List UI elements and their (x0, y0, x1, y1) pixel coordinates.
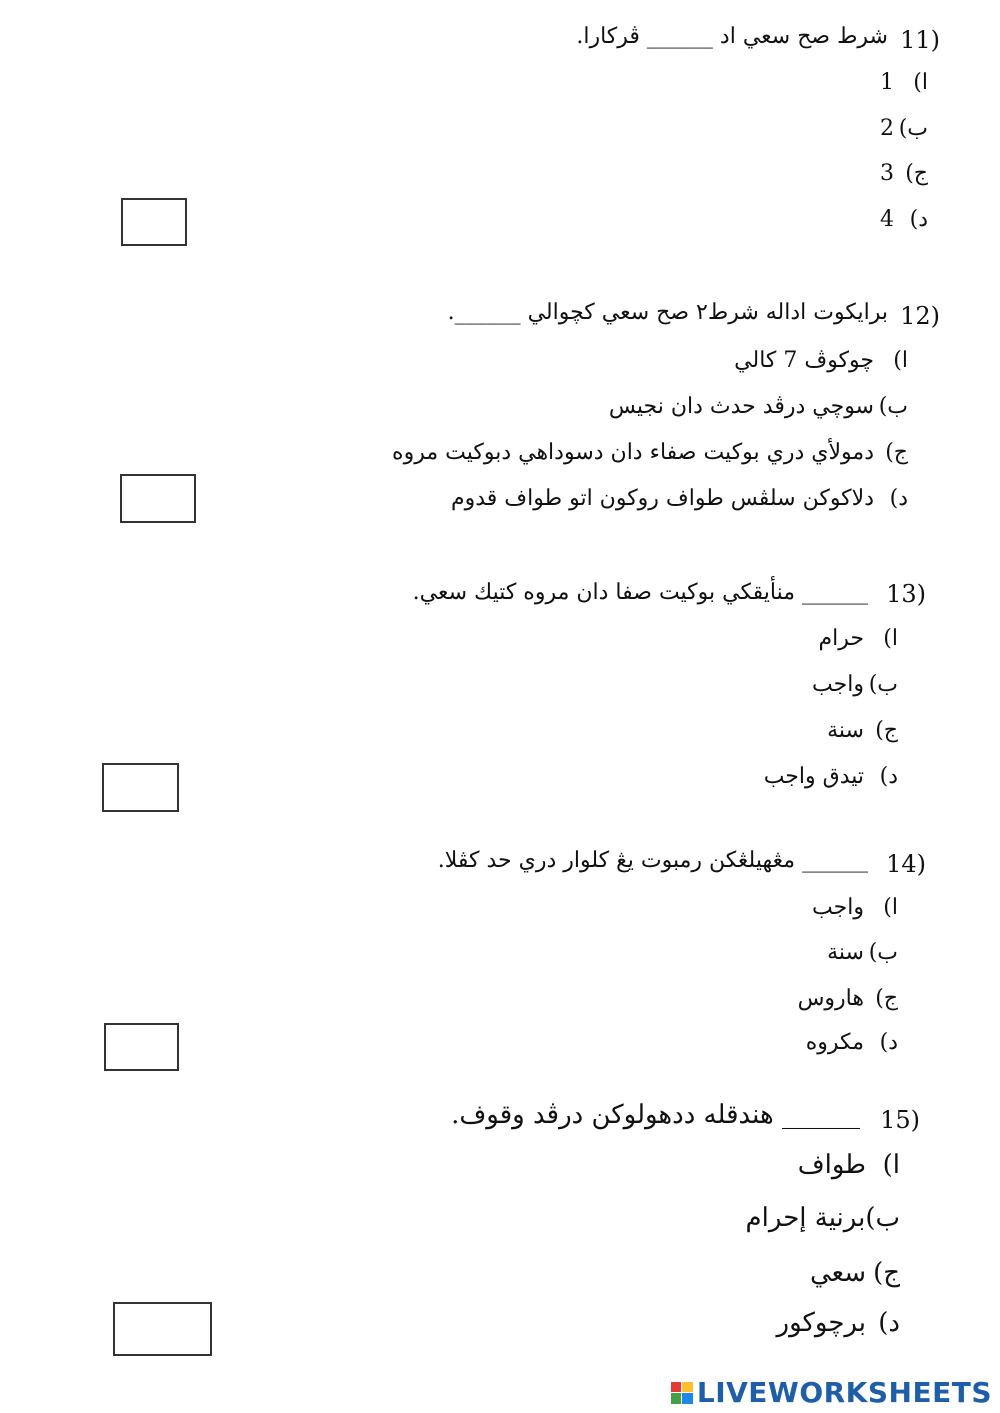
option-text: دلاكوكن سلڤس طواف روكون اتو طواف قدوم (451, 486, 874, 511)
option-letter: ا) (883, 895, 898, 920)
option-b (827, 940, 898, 965)
option-text: سعي (810, 1258, 866, 1288)
logo-square (682, 1382, 693, 1393)
option-c (798, 986, 898, 1011)
logo-square (671, 1393, 682, 1404)
option-text: سوچي درڤد حدث دان نجيس (608, 394, 874, 419)
option-text: تيدق واجب (763, 764, 864, 789)
option-text: سنة (827, 940, 864, 965)
option-letter: ج) (875, 718, 898, 743)
option-letter: د) (889, 486, 908, 511)
option-letter: ج) (885, 440, 908, 465)
answer-box[interactable] (113, 1302, 212, 1356)
option-letter: ا) (913, 70, 928, 95)
option-text: واجب (812, 895, 864, 920)
option-d (764, 764, 898, 789)
option-letter: ا) (893, 348, 908, 373)
question-text: ______ مڠهيلڠكن رمبوت يڠ كلوار دري حد كڤلا. (437, 848, 868, 873)
option-letter: ج) (905, 161, 928, 186)
option-a (812, 895, 898, 920)
answer-box[interactable] (120, 474, 196, 523)
option-b (880, 116, 928, 141)
logo-square (682, 1393, 693, 1404)
option-text: هاروس (797, 986, 864, 1011)
option-b (746, 1203, 900, 1233)
option-letter: د) (879, 1030, 898, 1055)
option-c (392, 440, 908, 465)
option-c (827, 718, 898, 743)
option-d (880, 207, 928, 232)
liveworksheets-logo (671, 1376, 992, 1409)
question-number: 11) (900, 26, 940, 54)
option-text: سنة (827, 718, 864, 743)
option-text: واجب (812, 672, 864, 697)
answer-box[interactable] (102, 763, 179, 812)
option-letter: ج) (875, 986, 898, 1011)
option-d (777, 1308, 900, 1338)
option-d (451, 486, 908, 511)
question-text: شرط صح سعي اد ______ ڤركارا. (576, 24, 888, 49)
option-letter: ا) (883, 626, 898, 651)
option-text: حرام (818, 626, 864, 651)
option-text: 3 (880, 161, 894, 186)
option-letter: ا) (882, 1150, 900, 1180)
option-b (609, 394, 908, 419)
question-number: 13) (886, 580, 926, 608)
logo-square (671, 1382, 682, 1393)
option-text: مكروه (805, 1030, 864, 1055)
question-number: 15) (880, 1106, 920, 1134)
option-text: دمولأي دري بوكيت صفاء دان دسوداهي دبوكيت مروه (392, 440, 874, 465)
option-b (812, 672, 898, 697)
answer-box[interactable] (104, 1023, 179, 1071)
option-text: برچوكور (776, 1308, 866, 1338)
brand-logo-icon (671, 1382, 693, 1404)
option-letter: ب) (865, 1203, 900, 1233)
option-letter: ب) (868, 940, 898, 965)
option-text: 1 (880, 70, 894, 95)
option-letter: ب) (898, 116, 928, 141)
option-letter: ب) (878, 394, 908, 419)
question-number: 12) (900, 302, 940, 330)
option-letter: د) (878, 1308, 900, 1338)
option-letter: ب) (868, 672, 898, 697)
option-letter: د) (909, 207, 928, 232)
question-number: 14) (886, 850, 926, 878)
option-a (819, 626, 898, 651)
option-a (880, 70, 928, 95)
option-a (734, 348, 908, 373)
option-letter: ج) (873, 1258, 900, 1288)
brand-name: LIVEWORKSHEETS (696, 1376, 992, 1409)
option-c (810, 1258, 900, 1288)
option-text: 4 (880, 207, 894, 232)
question-text: برايكوت اداله شرط٢ صح سعي كچوالي ______. (447, 300, 888, 325)
option-d (806, 1030, 898, 1055)
option-text: طواف (797, 1150, 866, 1180)
option-letter: د) (879, 764, 898, 789)
option-text: برنية إحرام (745, 1203, 866, 1233)
option-text: 2 (880, 116, 894, 141)
option-a (798, 1150, 900, 1180)
question-text: ______ هندقله ددهولوكن درڤد وقوف. (451, 1100, 860, 1130)
question-text: ______ منأيقكي بوكيت صفا دان مروه كتيك سعي. (412, 580, 868, 605)
answer-box[interactable] (121, 198, 187, 246)
option-text: چوكوڤ 7 كالي (734, 348, 874, 373)
option-c (880, 161, 928, 186)
